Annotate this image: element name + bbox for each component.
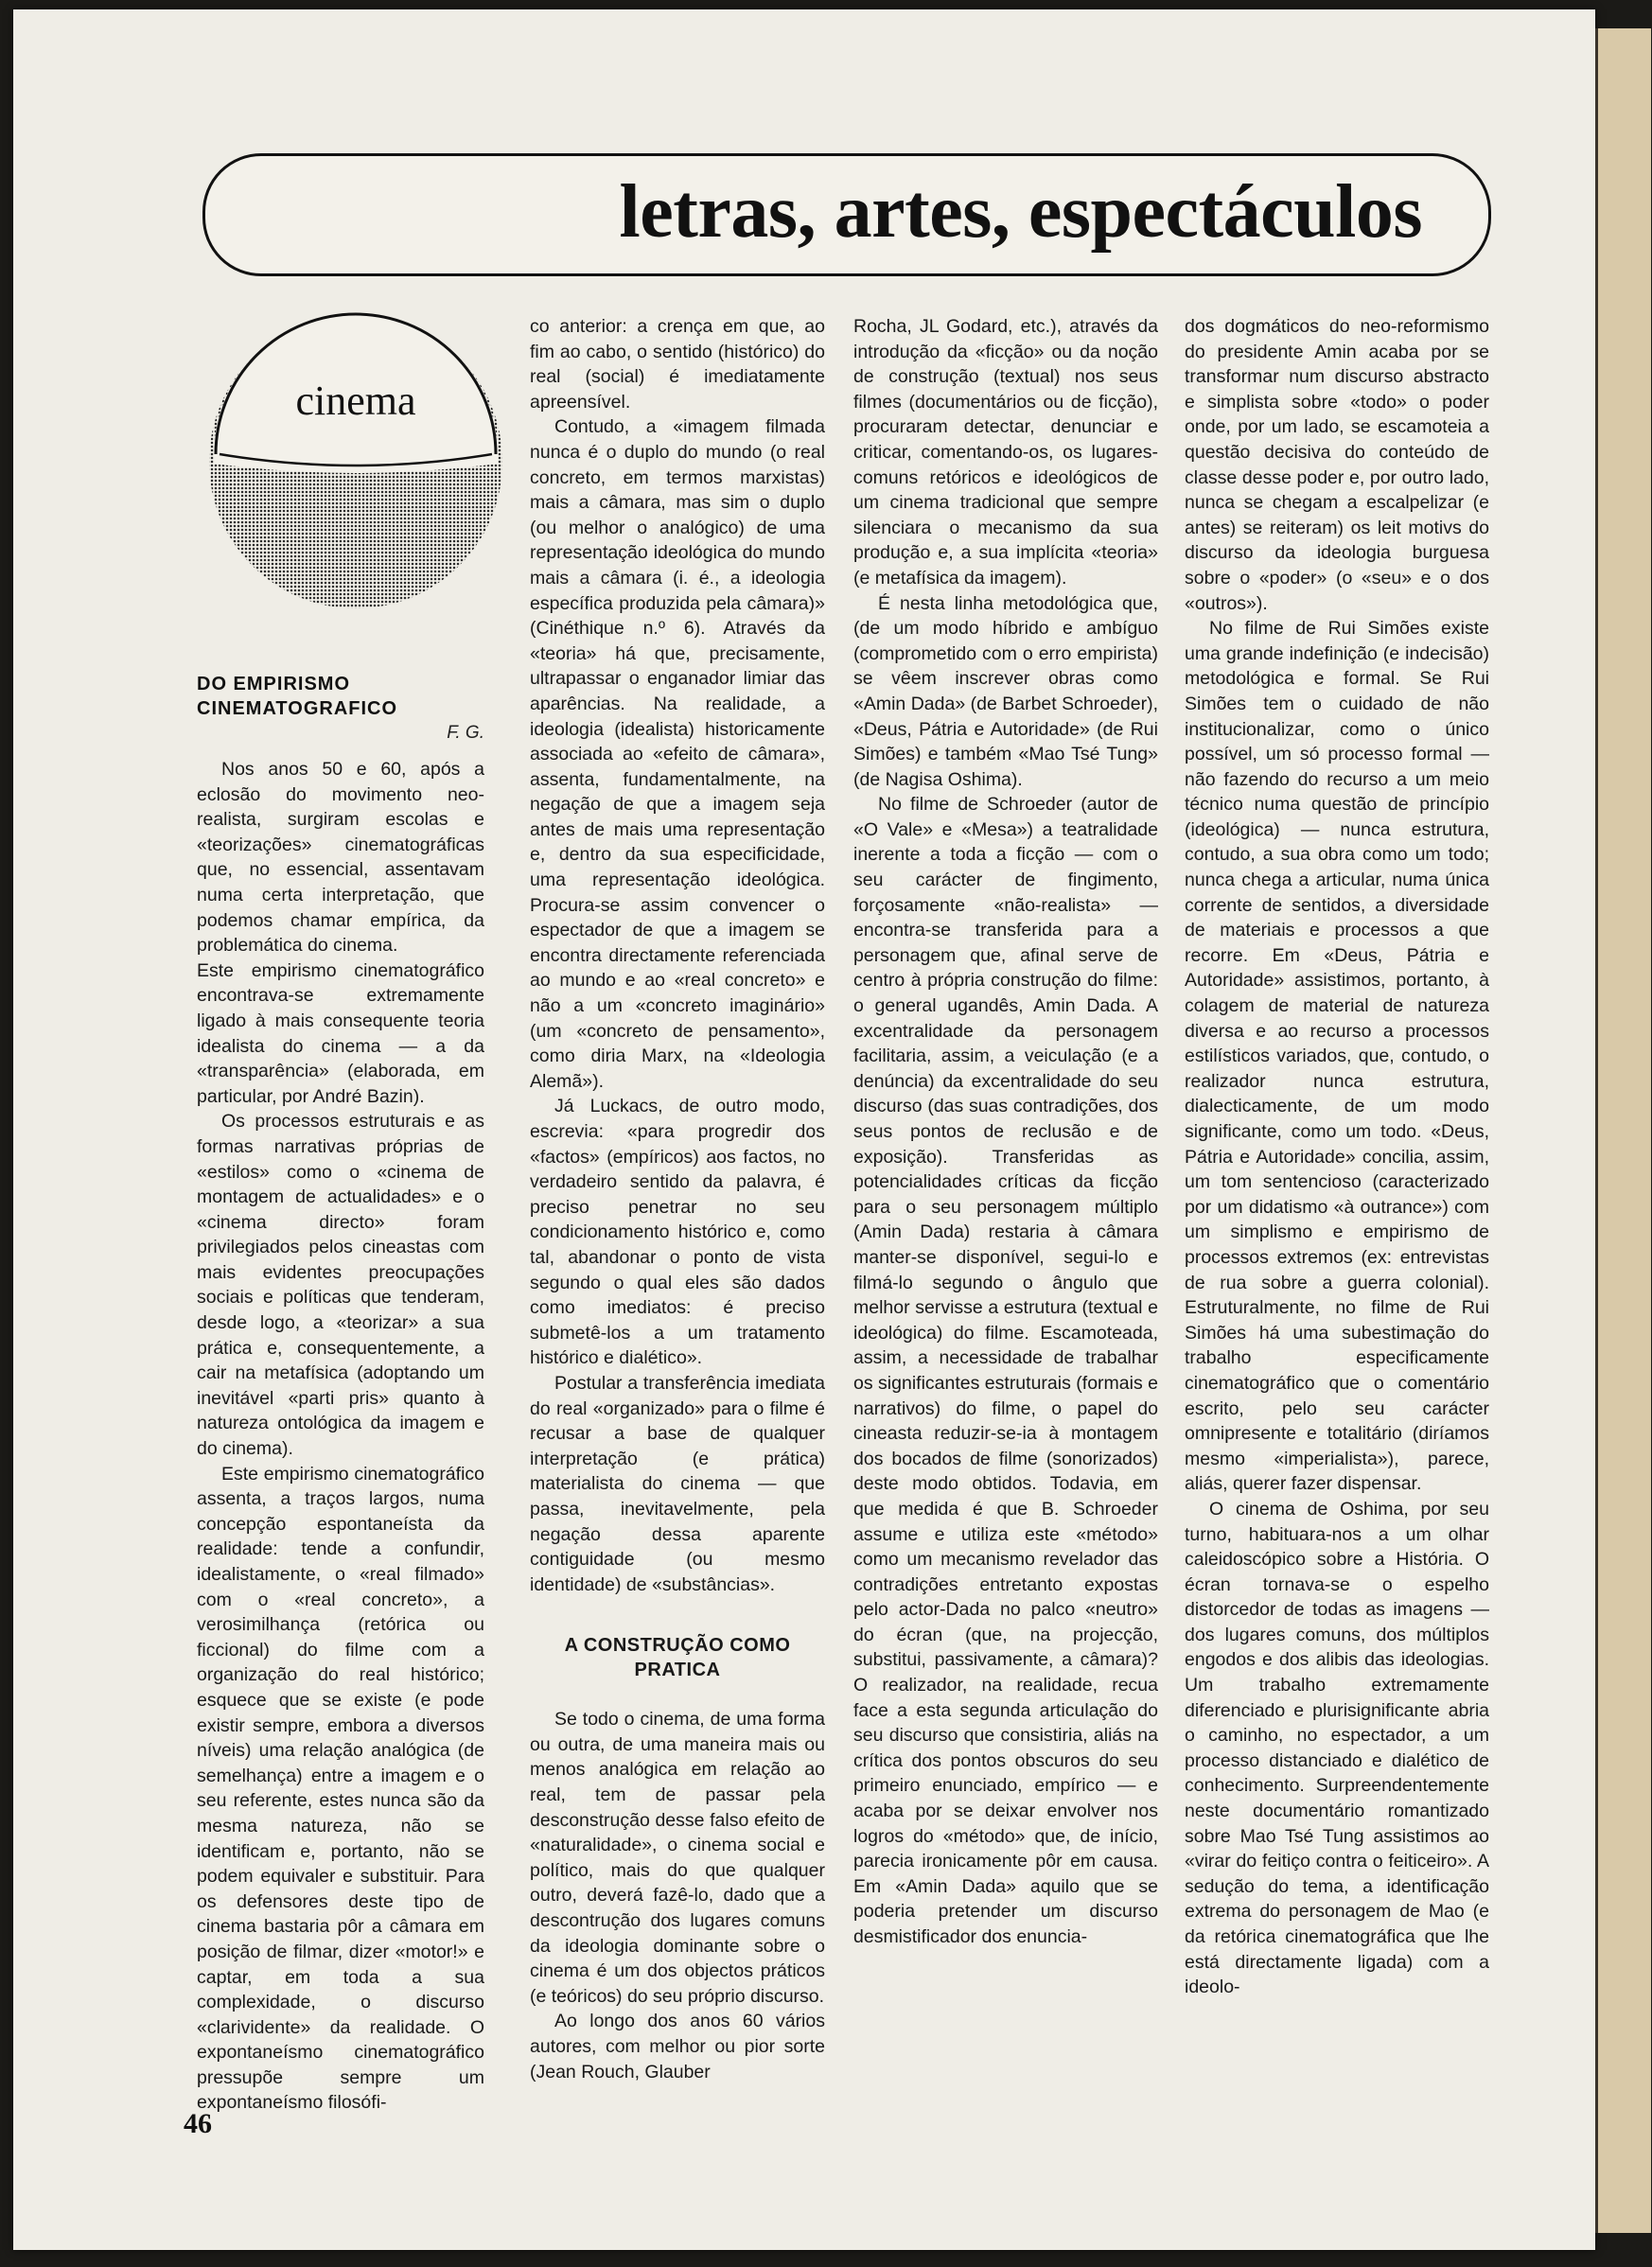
paragraph: Se todo o cinema, de uma forma ou outra, de uma maneira mais ou menos analógica em relação ao real, tem de passar pela desconstrução desse falso efeito de «naturalidade», o cinema social e político, mais do que qualquer outro, deverá fazê-lo, dado que a descontrução dos lugares comuns da ideologia dominante sobre o cinema é um dos objectos práticos (e teóricos) do seu próprio discurso.: [530, 1709, 825, 2007]
paragraph: No filme de Rui Simões existe uma grande indefinição (e indecisão) metodológica e formal. Se Rui Simões tem o cuidado de não institucionalizar, como o único possível, um só processo formal — não fazendo do recurso a um meio técnico numa questão de princípio (ideológica) — nunca estrutura, contudo, a sua obra como um todo; nunca chega a articular, numa única corrente de sentidos, a diversidade de materiais e processos a que recorre. Em «Deus, Pátria e Autoridade» assistimos, portanto, à colagem de material de natureza diversa e ao recurso a processos estilísticos variados, que, contudo, o realizador nunca estrutura, dialecticamente, de um modo significante, como um todo. «Deus, Pátria e Autoridade» concilia, assim, um tom sentencioso (caracterizado por um didatismo «à outrance») com um simplismo e empirismo de processos extremos (ex: entrevistas de rua sobre a guerra colonial). Estruturalmente, no filme de Rui Simões há uma subestimação do trabalho especificamente cinematográfico que o comentário escrito, pelo seu carácter omnipresente e totalitário (diríamos mesmo «imperialista»), parece, aliás, querer fazer dispensar.: [1185, 618, 1489, 1495]
paragraph: Ao longo dos anos 60 vários autores, com melhor ou pior sorte (Jean Rouch, Glauber: [530, 2011, 825, 2082]
article-column-3: [853, 314, 1158, 1950]
emblem-circle-graphic: [206, 312, 505, 611]
article-title: DO EMPIRISMO CINEMATOGRAFICO: [197, 674, 398, 719]
paragraph: Contudo, a «imagem filmada nunca é o duplo do mundo (o real concreto, em termos marxistas) mais a câmara, mas sim o duplo (ou melhor o analógico) de uma representação ideológica do mundo mais a câmara (i. é., a ideologia específica produzida pela câmara)» (Cinéthique n.º 6). Através da «teoria» há que, precisamente, ultrapassar o enganador limiar das aparências. Na realidade, a ideologia (idealista) historicamente associada ao «efeito de câmara», assenta, fundamentalmente, na negação de que a imagem seja antes de mais uma representação e, dentro da sua especificidade, uma representação ideológica. Procura-se assim convencer o espectador de que a imagem se encontra directamente referenciada ao mundo e ao «real concreto» e não a um «concreto imaginário» (um «concreto de pensamento», como diria Marx, na «Ideologia Alemã»).: [530, 416, 825, 1092]
paragraph: Este empirismo cinematográfico assenta, a traços largos, numa concepção espontaneísta da realidade: tende a confundir, idealistamente, o «real filmado» com o «real concreto», a verosimilhança (retórica ou ficcional) do filme com a organização do real histórico; esquece que se existe (e pode existir sempre, embora a diversos níveis) uma relação analógica (de semelhança) entre a imagem e o seu referente, estes nunca são da mesma natureza, não se identificam e, portanto, não se podem equivaler e substituir. Para os defensores deste tipo de cinema bastaria pôr a câmara em posição de filmar, dizer «motor!» e captar, em toda a sua complexidade, o discurso «clarividente» da realidade. O expontaneísmo cinematográfico pressupõe sempre um expontaneísmo filosófi-: [197, 1463, 484, 2114]
paragraph: dos dogmáticos do neo-reformismo do presidente Amin acaba por se transformar num discurso abstracto e simplista sobre «todo» o poder onde, por um lado, se escamoteia a questão decisiva do conteúdo de classe desse poder e, por outro lado, nunca se chegam a escalpelizar (e antes) se reiteram) os leit motivs do discurso da ideologia burguesa sobre o «poder» (o «seu» e o dos «outros»).: [1185, 316, 1489, 614]
paragraph: Os processos estruturais e as formas narrativas próprias de «estilos» como o «cinema de montagem de actualidades» e o «cinema directo» foram privilegiados pelos cineastas com mais evidentes preocupações sociais e políticas que tenderam, desde logo, a «teorizar» a sua prática e, consequentemente, a cair na metafísica (adoptando um inevitável «parti pris» quanto à natureza ontológica da imagem e do cinema).: [197, 1111, 484, 1460]
paragraph: Nos anos 50 e 60, após a eclosão do movimento neo-realista, surgiram escolas e «teorizações» cinematográficas que, no essencial, assentavam numa certa interpretação, que podemos chamar empírica, da problemática do cinema.: [197, 759, 484, 957]
paragraph: O cinema de Oshima, por seu turno, habituara-nos a um olhar caleidoscópico sobre a História. O écran tornava-se o espelho distorcedor de todas as imagens — dos lugares comuns, dos múltiplos engodos e dos alibis das ideologias. Um trabalho extremamente diferenciado e plurisignificante abria o caminho, no espectador, a um processo distanciado e dialético de conhecimento. Surpreendentemente neste documentário romantizado sobre Mao Tsé Tung assistimos ao «virar do feitiço contra o feiticeiro». A sedução do tema, a identificação extrema do personagem de Mao (e da retórica cinematográfica que lhe está directamente ligada) com a ideolo-: [1185, 1498, 1489, 1998]
section-label: cinema: [295, 378, 416, 424]
adjacent-page-edge: [1595, 28, 1651, 2233]
paragraph: Já Luckacs, de outro modo, escrevia: «para progredir dos «factos» (empíricos) aos factos, no verdadeiro sentido da palavra, é preciso penetrar no seu condicionamento histórico e, como tal, abandonar o ponto de vista segundo o qual eles são dados como imediatos: é preciso submetê-los a um tratamento histórico e dialético».: [530, 1096, 825, 1369]
section-banner: [202, 153, 1491, 276]
page-number: 46: [184, 2108, 212, 2139]
article-column-4: [1185, 314, 1489, 2000]
article-column-1: [197, 674, 484, 2116]
paragraph: Este empirismo cinematográfico encontrava-se extremamente ligado à mais consequente teoria idealista do cinema — a da «transparência» (elaborada, em particular, por André Bazin).: [197, 959, 484, 1107]
paragraph: Postular a transferência imediata do real «organizado» para o filme é recusar a base de qualquer interpretação (e prática) materialista do cinema — que passa, inevitavelmente, pela negação dessa aparente contiguidade (ou mesmo identidade) de «substâncias».: [530, 1372, 825, 1595]
paragraph: Rocha, JL Godard, etc.), através da introdução da «ficção» ou da noção de construção (textual) nos seus filmes (documentários ou de ficção), procuraram detectar, denunciar e criticar, comentando-os, os lugares-comuns retóricos e ideológicos de um cinema tradicional que sempre silenciara o mecanismo da sua produção e, a sua implícita «teoria» (e metafísica da imagem).: [853, 316, 1158, 589]
magazine-page: [13, 9, 1595, 2250]
paragraph: co anterior: a crença em que, ao fim ao cabo, o sentido (histórico) do real (social) é imediatamente apreensível.: [530, 316, 825, 413]
paragraph: É nesta linha metodológica que, (de um modo híbrido e ambíguo (comprometido com o erro empirista) se vêem inscrever obras como «Amin Dada» (de Barbet Schroeder), «Deus, Pátria e Autoridade» (de Rui Simões) e também «Mao Tsé Tung» (de Nagisa Oshima).: [853, 592, 1158, 790]
article-column-2: [530, 314, 825, 2084]
paragraph: No filme de Schroeder (autor de «O Vale» e «Mesa») a teatralidade inerente a toda a ficção — com o seu carácter de fingimento, forçosamente «não-realista» — encontra-se transferida para a personagem que, afinal serve de centro à própria construção do filme: o general ugandês, Amin Dada. A excentralidade da personagem facilitaria, assim, a veiculação (e a denúncia) da excentralidade do seu discurso (das suas contradições, dos seus pontos de reclusão e de exposição). Transferidas as potencialidades críticas da ficção para o seu personagem múltiplo (Amin Dada) restaria à câmara manter-se disponível, segui-lo e filmá-lo segundo o ângulo que melhor servisse a estrutura (textual e ideológica) do filme. Escamoteada, assim, a necessidade de trabalhar os significantes estruturais (formais e narrativos) do filme, o papel do cineasta reduzir-se-ia à montagem dos bocados de filme (sonorizados) deste modo obtidos. Todavia, em que medida é que B. Schroeder assume e utiliza este «método» como um mecanismo revelador das contradições entretanto expostas pelo actor-Dada no palco «neutro» do écran (que, na projecção, substitui, passivamente, a câmara)? O realizador, na realidade, recua face a esta segunda articulação do seu discurso que consistiria, aliás na crítica dos pontos obscuros do seu primeiro enunciado, empírico — e acaba por se deixar envolver nos logros do «método» que, de início, parecia ironicamente pôr em causa. Em «Amin Dada» aquilo que se poderia pretender um discurso desmistificador dos enuncia-: [853, 794, 1158, 1947]
article-author: F. G.: [447, 723, 484, 743]
subhead: A CONSTRUÇÃO COMO PRATICA: [564, 1635, 791, 1681]
banner-title: letras, artes, espectáculos: [619, 170, 1422, 254]
cinema-emblem: [206, 312, 505, 611]
